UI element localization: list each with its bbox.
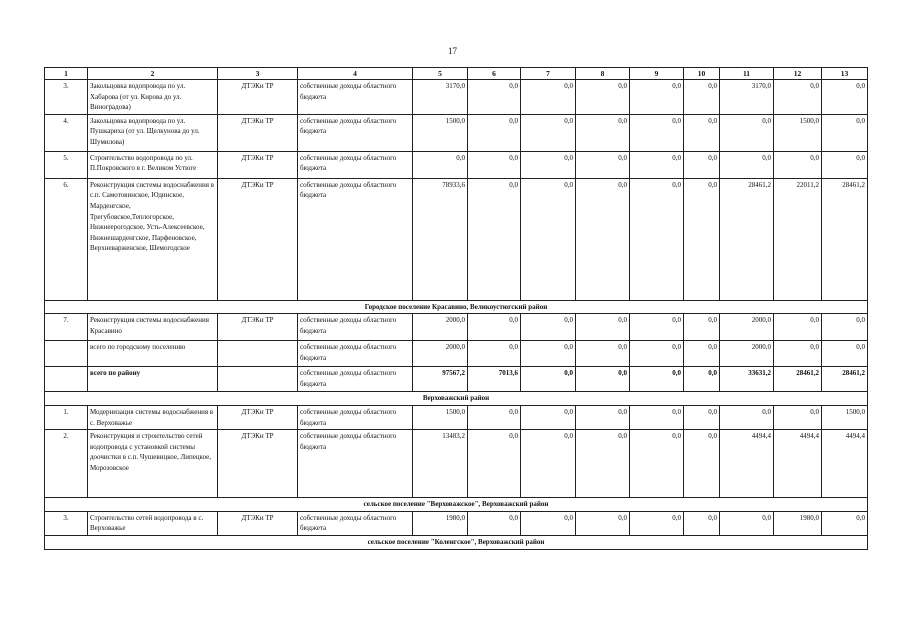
row-title: Реконструкция системы водоснабжения в с.п. Самотовинское, Юдинское, Марденгское, Трегубовское,Теплогорское, Нижнеерогодское, Усть-Алексеевское, Нижнешарденгское, Парфеновское, Верхневарженское, Шемогодское: [88, 178, 218, 300]
row-funding-source: собственные доходы областного бюджета: [298, 80, 413, 115]
row-responsible: [218, 367, 298, 392]
row-value: 0,0: [774, 405, 822, 429]
row-value: 0,0: [576, 178, 630, 300]
section-row: [45, 300, 868, 314]
row-value: 0,0: [630, 341, 684, 367]
row-value: 0,0: [822, 314, 868, 341]
row-value: 4494,4: [822, 430, 868, 498]
row-value: 0,0: [521, 314, 576, 341]
column-header: 9: [630, 68, 684, 80]
row-value: 78933,6: [413, 178, 468, 300]
row-value: 0,0: [468, 511, 521, 535]
column-header: 12: [774, 68, 822, 80]
header-row: [45, 68, 868, 80]
row-title: Реконструкция и строительство сетей водопровода с установкой системы доочистки в с.п. Чушевицкое, Липецкое, Морозовское: [88, 430, 218, 498]
row-value: 0,0: [720, 511, 774, 535]
budget-table: [44, 67, 868, 550]
table-row: [45, 114, 868, 151]
row-value: 4494,4: [774, 430, 822, 498]
row-value: 0,0: [822, 511, 868, 535]
row-value: 28461,2: [774, 367, 822, 392]
row-value: 28461,2: [720, 178, 774, 300]
row-value: 0,0: [684, 341, 720, 367]
row-title: всего по району: [88, 367, 218, 392]
row-number: 7.: [45, 314, 88, 341]
row-funding-source: собственные доходы областного бюджета: [298, 430, 413, 498]
row-value: 33631,2: [720, 367, 774, 392]
row-value: 4494,4: [720, 430, 774, 498]
table-row: [45, 405, 868, 429]
row-value: 0,0: [774, 151, 822, 178]
row-value: 0,0: [822, 114, 868, 151]
row-responsible: ДТЭКи ТР: [218, 151, 298, 178]
row-value: 0,0: [521, 178, 576, 300]
row-funding-source: собственные доходы областного бюджета: [298, 367, 413, 392]
row-value: 0,0: [774, 341, 822, 367]
row-value: 0,0: [576, 80, 630, 115]
row-value: 1500,0: [413, 405, 468, 429]
row-value: 0,0: [630, 511, 684, 535]
column-header: 6: [468, 68, 521, 80]
row-title: Реконструкция системы водоснабжения Красавино: [88, 314, 218, 341]
row-value: 7013,6: [468, 367, 521, 392]
row-value: 0,0: [630, 178, 684, 300]
row-value: 0,0: [521, 80, 576, 115]
table-row: [45, 341, 868, 367]
row-responsible: ДТЭКи ТР: [218, 178, 298, 300]
row-value: 13483,2: [413, 430, 468, 498]
row-value: 0,0: [630, 80, 684, 115]
row-value: 0,0: [684, 80, 720, 115]
row-title: всего по городскому поселению: [88, 341, 218, 367]
row-value: 0,0: [822, 80, 868, 115]
row-funding-source: собственные доходы областного бюджета: [298, 405, 413, 429]
row-value: 0,0: [774, 80, 822, 115]
row-value: 0,0: [521, 367, 576, 392]
row-value: 28461,2: [822, 178, 868, 300]
row-value: 1500,0: [822, 405, 868, 429]
row-title: Закольцовка водопровода по ул. Пушкариха (от ул. Щелкунова до ул. Шумилова): [88, 114, 218, 151]
row-value: 0,0: [468, 80, 521, 115]
row-responsible: ДТЭКи ТР: [218, 511, 298, 535]
row-title: Модернизация системы водоснабжения в с. Верховажье: [88, 405, 218, 429]
row-value: 0,0: [413, 151, 468, 178]
row-number: 3.: [45, 511, 88, 535]
row-title: Строительство водопровода по ул. П.Покровского в г. Великом Устюге: [88, 151, 218, 178]
row-value: 0,0: [521, 430, 576, 498]
row-value: 0,0: [468, 430, 521, 498]
row-value: 0,0: [720, 405, 774, 429]
section-title: сельское поселение "Коленгское", Верховажский район: [45, 535, 868, 549]
row-value: 0,0: [684, 405, 720, 429]
column-header: 10: [684, 68, 720, 80]
row-value: 0,0: [822, 341, 868, 367]
row-value: 0,0: [630, 430, 684, 498]
row-number: 4.: [45, 114, 88, 151]
row-value: 0,0: [521, 341, 576, 367]
table-row: [45, 151, 868, 178]
row-value: 0,0: [684, 114, 720, 151]
row-value: 0,0: [521, 511, 576, 535]
row-value: 0,0: [684, 178, 720, 300]
row-value: 0,0: [576, 367, 630, 392]
row-responsible: ДТЭКи ТР: [218, 430, 298, 498]
row-number: [45, 341, 88, 367]
row-value: 0,0: [684, 151, 720, 178]
row-value: 0,0: [468, 405, 521, 429]
row-value: 0,0: [822, 151, 868, 178]
row-value: 28461,2: [822, 367, 868, 392]
row-value: 0,0: [468, 114, 521, 151]
row-number: 5.: [45, 151, 88, 178]
row-value: 97567,2: [413, 367, 468, 392]
row-value: 0,0: [576, 341, 630, 367]
table-row: [45, 80, 868, 115]
section-row: [45, 498, 868, 512]
row-funding-source: собственные доходы областного бюджета: [298, 151, 413, 178]
row-number: 2.: [45, 430, 88, 498]
table-row: [45, 430, 868, 498]
row-value: 1980,0: [413, 511, 468, 535]
column-header: 3: [218, 68, 298, 80]
column-header: 7: [521, 68, 576, 80]
section-row: [45, 535, 868, 549]
page-number: 17: [448, 46, 457, 56]
row-value: 0,0: [630, 367, 684, 392]
row-value: 22011,2: [774, 178, 822, 300]
row-responsible: ДТЭКи ТР: [218, 80, 298, 115]
row-value: 0,0: [521, 114, 576, 151]
table-row: [45, 178, 868, 300]
section-row: [45, 392, 868, 406]
row-number: [45, 367, 88, 392]
row-number: 3.: [45, 80, 88, 115]
row-value: 0,0: [630, 151, 684, 178]
column-header: 13: [822, 68, 868, 80]
section-title: Верховажский район: [45, 392, 868, 406]
table-row: [45, 314, 868, 341]
row-value: 0,0: [720, 151, 774, 178]
row-funding-source: собственные доходы областного бюджета: [298, 178, 413, 300]
table-row: [45, 367, 868, 392]
row-value: 0,0: [576, 151, 630, 178]
row-value: 3170,0: [413, 80, 468, 115]
row-value: 0,0: [684, 430, 720, 498]
row-value: 0,0: [468, 314, 521, 341]
row-number: 6.: [45, 178, 88, 300]
row-value: 0,0: [720, 114, 774, 151]
row-value: 0,0: [576, 114, 630, 151]
row-value: 0,0: [684, 367, 720, 392]
row-value: 0,0: [521, 151, 576, 178]
row-responsible: ДТЭКи ТР: [218, 114, 298, 151]
row-title: Закольцовка водопровода по ул. Хабарова (от ул. Кирова до ул. Виноградова): [88, 80, 218, 115]
row-value: 1500,0: [774, 114, 822, 151]
row-number: 1.: [45, 405, 88, 429]
row-value: 0,0: [521, 405, 576, 429]
row-value: 3170,0: [720, 80, 774, 115]
table-row: [45, 511, 868, 535]
column-header: 5: [413, 68, 468, 80]
column-header: 11: [720, 68, 774, 80]
row-value: 0,0: [576, 405, 630, 429]
row-funding-source: собственные доходы областного бюджета: [298, 114, 413, 151]
row-value: 0,0: [630, 314, 684, 341]
row-value: 2000,0: [413, 314, 468, 341]
section-title: Городское поселение Красавино, Великоустюгский район: [45, 300, 868, 314]
column-header: 1: [45, 68, 88, 80]
row-title: Строительство сетей водопровода в с. Верховажье: [88, 511, 218, 535]
row-value: 1500,0: [413, 114, 468, 151]
section-title: сельское поселение "Верховажское", Верховажский район: [45, 498, 868, 512]
row-value: 0,0: [468, 178, 521, 300]
column-header: 4: [298, 68, 413, 80]
row-value: 0,0: [684, 314, 720, 341]
row-value: 0,0: [630, 405, 684, 429]
row-value: 0,0: [774, 314, 822, 341]
row-value: 0,0: [468, 151, 521, 178]
row-funding-source: собственные доходы областного бюджета: [298, 314, 413, 341]
row-funding-source: собственные доходы областного бюджета: [298, 341, 413, 367]
row-value: 2000,0: [413, 341, 468, 367]
column-header: 8: [576, 68, 630, 80]
row-value: 2000,0: [720, 341, 774, 367]
row-value: 0,0: [576, 430, 630, 498]
row-value: 1980,0: [774, 511, 822, 535]
row-value: 0,0: [684, 511, 720, 535]
row-value: 0,0: [576, 314, 630, 341]
row-value: 0,0: [630, 114, 684, 151]
row-value: 0,0: [468, 341, 521, 367]
column-header: 2: [88, 68, 218, 80]
row-responsible: ДТЭКи ТР: [218, 405, 298, 429]
row-funding-source: собственные доходы областного бюджета: [298, 511, 413, 535]
row-responsible: [218, 341, 298, 367]
row-value: 0,0: [576, 511, 630, 535]
row-value: 2000,0: [720, 314, 774, 341]
row-responsible: ДТЭКи ТР: [218, 314, 298, 341]
